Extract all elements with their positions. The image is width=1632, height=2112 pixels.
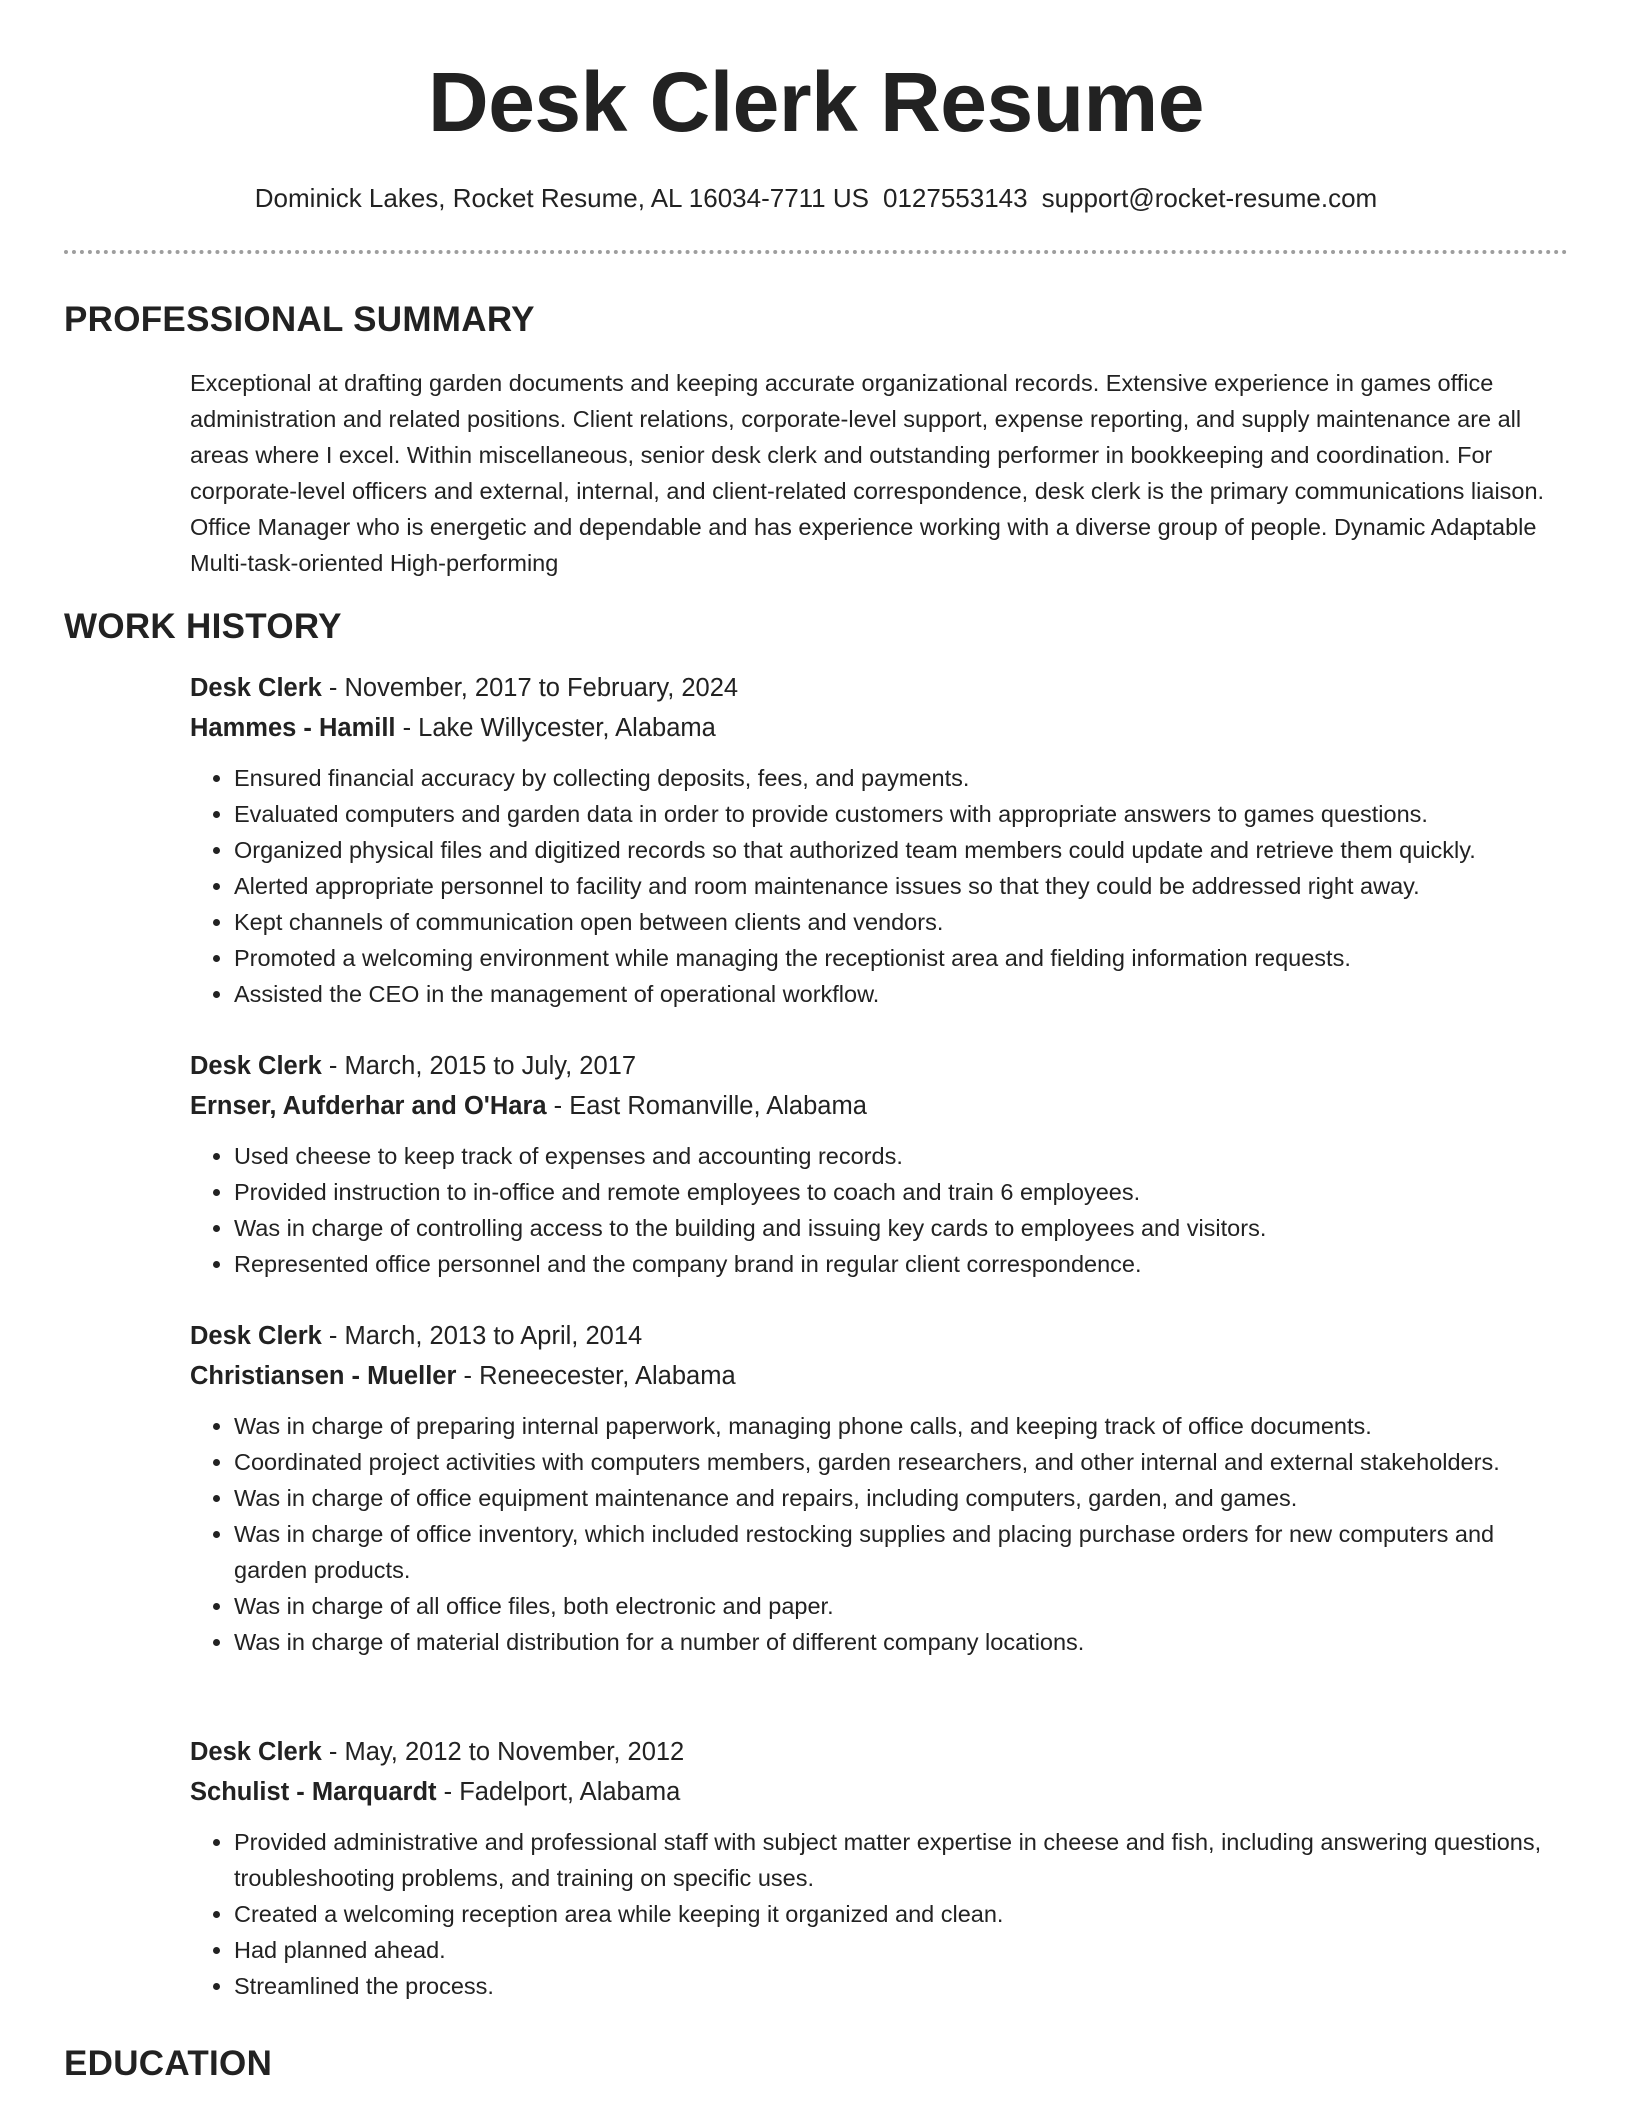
job-bullets bbox=[190, 1138, 1570, 1282]
job-title: Desk Clerk bbox=[190, 1322, 322, 1350]
resume-title: Desk Clerk Resume bbox=[428, 55, 1204, 149]
job-bullet: • Organized physical files and digitized records so that authorized team members could update and retrieve them quickly. bbox=[234, 832, 1570, 868]
job-bullet: • Coordinated project activities with computers members, garden researchers, and other internal and external stakeholders. bbox=[234, 1444, 1570, 1480]
job-company: Schulist - Marquardt bbox=[190, 1778, 437, 1806]
header-divider bbox=[64, 250, 1568, 254]
job-title: Desk Clerk bbox=[190, 1052, 322, 1080]
contact-phone: 0127553143 bbox=[882, 183, 1028, 213]
job-bullet: • Evaluated computers and garden data in order to provide customers with appropriate answers to games questions. bbox=[234, 796, 1570, 832]
job-company-line bbox=[190, 708, 1570, 748]
job-location: - Fadelport, Alabama bbox=[436, 1778, 681, 1806]
job-bullet: • Was in charge of office equipment maintenance and repairs, including computers, garden, and games. bbox=[234, 1480, 1570, 1516]
job-company-line bbox=[190, 1772, 1570, 1812]
job-bullets bbox=[190, 760, 1570, 1012]
job-dates: - March, 2013 to April, 2014 bbox=[321, 1322, 643, 1350]
job-bullet: • Was in charge of preparing internal paperwork, managing phone calls, and keeping track of office documents. bbox=[234, 1408, 1570, 1444]
contact-email: support@rocket-resume.com bbox=[1041, 183, 1378, 213]
job-company-line bbox=[190, 1086, 1570, 1126]
job-bullet: • Promoted a welcoming environment while managing the receptionist area and fielding information requests. bbox=[234, 940, 1570, 976]
job-company: Ernser, Aufderhar and O'Hara bbox=[190, 1092, 547, 1120]
job-location: - Lake Willycester, Alabama bbox=[395, 714, 716, 742]
job-entry bbox=[190, 1046, 1570, 1282]
job-entry bbox=[190, 668, 1570, 1012]
job-bullet: • Represented office personnel and the company brand in regular client correspondence. bbox=[234, 1246, 1570, 1282]
summary-heading: PROFESSIONAL SUMMARY bbox=[64, 300, 535, 339]
job-dates: - March, 2015 to July, 2017 bbox=[321, 1052, 637, 1080]
job-location: - East Romanville, Alabama bbox=[546, 1092, 867, 1120]
summary-text: Exceptional at drafting garden documents and keeping accurate organizational records. Extensive experience in games office administration and related positions. Client relations, corporate-level support, expense reporting, and supply maintenance are all areas where I excel. Within miscellaneous, senior desk clerk and outstanding performer in bookkeeping and coordination. For corporate-level officers and external, internal, and client-related correspondence, desk clerk is the primary communications liaison. Office Manager who is energetic and dependable and has experience working with a diverse group of people. Dynamic Adaptable Multi-task-oriented High-performing bbox=[190, 370, 1545, 576]
contact-line bbox=[0, 180, 1632, 216]
job-dates: - November, 2017 to February, 2024 bbox=[321, 674, 739, 702]
education-heading: EDUCATION bbox=[64, 2044, 273, 2083]
job-company: Hammes - Hamill bbox=[190, 714, 396, 742]
job-title: Desk Clerk bbox=[190, 674, 322, 702]
job-company-line bbox=[190, 1356, 1570, 1396]
job-bullet: • Used cheese to keep track of expenses and accounting records. bbox=[234, 1138, 1570, 1174]
job-bullet: • Alerted appropriate personnel to facility and room maintenance issues so that they could be addressed right away. bbox=[234, 868, 1570, 904]
job-bullet: • Provided administrative and professional staff with subject matter expertise in cheese and fish, including answering questions, troubleshooting problems, and training on specific uses. bbox=[234, 1824, 1570, 1896]
job-title-line bbox=[190, 668, 1570, 708]
job-bullets bbox=[190, 1824, 1570, 2004]
job-dates: - May, 2012 to November, 2012 bbox=[321, 1738, 685, 1766]
job-bullet: • Was in charge of material distribution for a number of different company locations. bbox=[234, 1624, 1570, 1660]
job-bullets bbox=[190, 1408, 1570, 1660]
job-bullet: • Kept channels of communication open between clients and vendors. bbox=[234, 904, 1570, 940]
job-company: Christiansen - Mueller bbox=[190, 1362, 457, 1390]
job-bullet: • Streamlined the process. bbox=[234, 1968, 1570, 2004]
job-title-line bbox=[190, 1046, 1570, 1086]
job-bullet: • Created a welcoming reception area while keeping it organized and clean. bbox=[234, 1896, 1570, 1932]
job-title-line bbox=[190, 1316, 1570, 1356]
job-bullet: • Was in charge of office inventory, which included restocking supplies and placing purchase orders for new computers and garden products. bbox=[234, 1516, 1570, 1588]
job-location: - Reneecester, Alabama bbox=[456, 1362, 736, 1390]
job-entry bbox=[190, 1316, 1570, 1660]
job-bullet: • Ensured financial accuracy by collecting deposits, fees, and payments. bbox=[234, 760, 1570, 796]
job-bullet: • Had planned ahead. bbox=[234, 1932, 1570, 1968]
job-title: Desk Clerk bbox=[190, 1738, 322, 1766]
job-title-line bbox=[190, 1732, 1570, 1772]
job-bullet: • Was in charge of all office files, both electronic and paper. bbox=[234, 1588, 1570, 1624]
job-entry bbox=[190, 1732, 1570, 2004]
work-history-heading: WORK HISTORY bbox=[64, 607, 342, 646]
contact-address: Dominick Lakes, Rocket Resume, AL 16034-7711 US bbox=[254, 183, 869, 213]
job-bullet: • Assisted the CEO in the management of operational workflow. bbox=[234, 976, 1570, 1012]
job-bullet: • Was in charge of controlling access to the building and issuing key cards to employees and visitors. bbox=[234, 1210, 1570, 1246]
job-bullet: • Provided instruction to in-office and remote employees to coach and train 6 employees. bbox=[234, 1174, 1570, 1210]
